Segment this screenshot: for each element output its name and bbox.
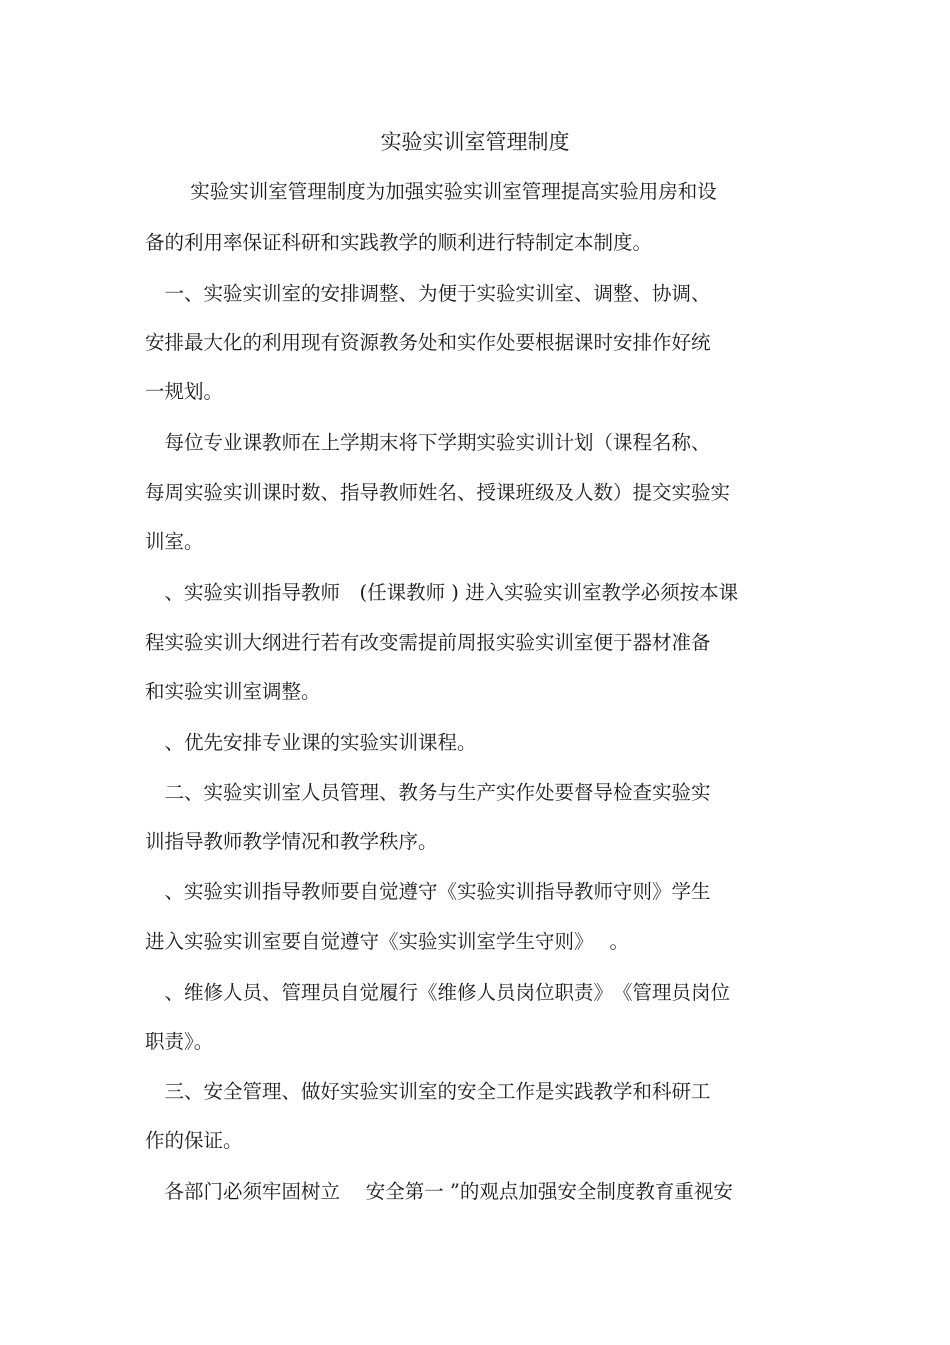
paragraph-line: 安排最大化的利用现有资源教务处和实作处要根据课时安排作好统 [145,331,711,354]
paragraph-line: 作的保证。 [145,1129,243,1152]
paragraph-line: 二、实验实训室人员管理、教务与生产实作处要督导检查实验实 [145,781,711,804]
paragraph-line: 每位专业课教师在上学期末将下学期实验实训计划（课程名称、 [145,431,711,454]
paragraph-line: 备的利用率保证科研和实践教学的顺利进行特制定本制度。 [145,231,653,254]
paragraph-line: 、实验实训指导教师 (任课教师 ) 进入实验实训室教学必须按本课 [145,581,739,604]
paragraph-line: 实验实训室管理制度为加强实验实训室管理提高实验用房和设 [145,180,717,203]
paragraph-line: 三、安全管理、做好实验实训室的安全工作是实践教学和科研工 [145,1080,711,1103]
paragraph-line: 、优先安排专业课的实验实训课程。 [145,731,477,754]
paragraph-line: 一、实验实训室的安排调整、为便于实验实训室、调整、协调、 [145,282,711,305]
paragraph-line: 一规划。 [145,380,224,403]
paragraph-line: 训指导教师教学情况和教学秩序。 [145,830,438,853]
paragraph-line: 、实验实训指导教师要自觉遵守《实验实训指导教师守则》学生 [145,880,711,903]
paragraph-line: 和实验实训室调整。 [145,680,321,703]
paragraph-line: 每周实验实训课时数、指导教师姓名、授课班级及人数）提交实验实 [145,481,731,504]
page-title: 实验实训室管理制度 [380,130,570,154]
paragraph-line: 进入实验实训室要自觉遵守《实验实训室学生守则》 。 [145,930,629,953]
paragraph-line: 各部门必须牢固树立 安全第一 ”的观点加强安全制度教育重视安 [145,1180,733,1203]
paragraph-line: 程实验实训大纲进行若有改变需提前周报实验实训室便于器材准备 [145,631,711,654]
paragraph-line: 职责》。 [145,1030,214,1053]
paragraph-line: 训室。 [145,530,204,553]
paragraph-line: 、维修人员、管理员自觉履行《维修人员岗位职责》 《管理员岗位 [145,981,731,1004]
